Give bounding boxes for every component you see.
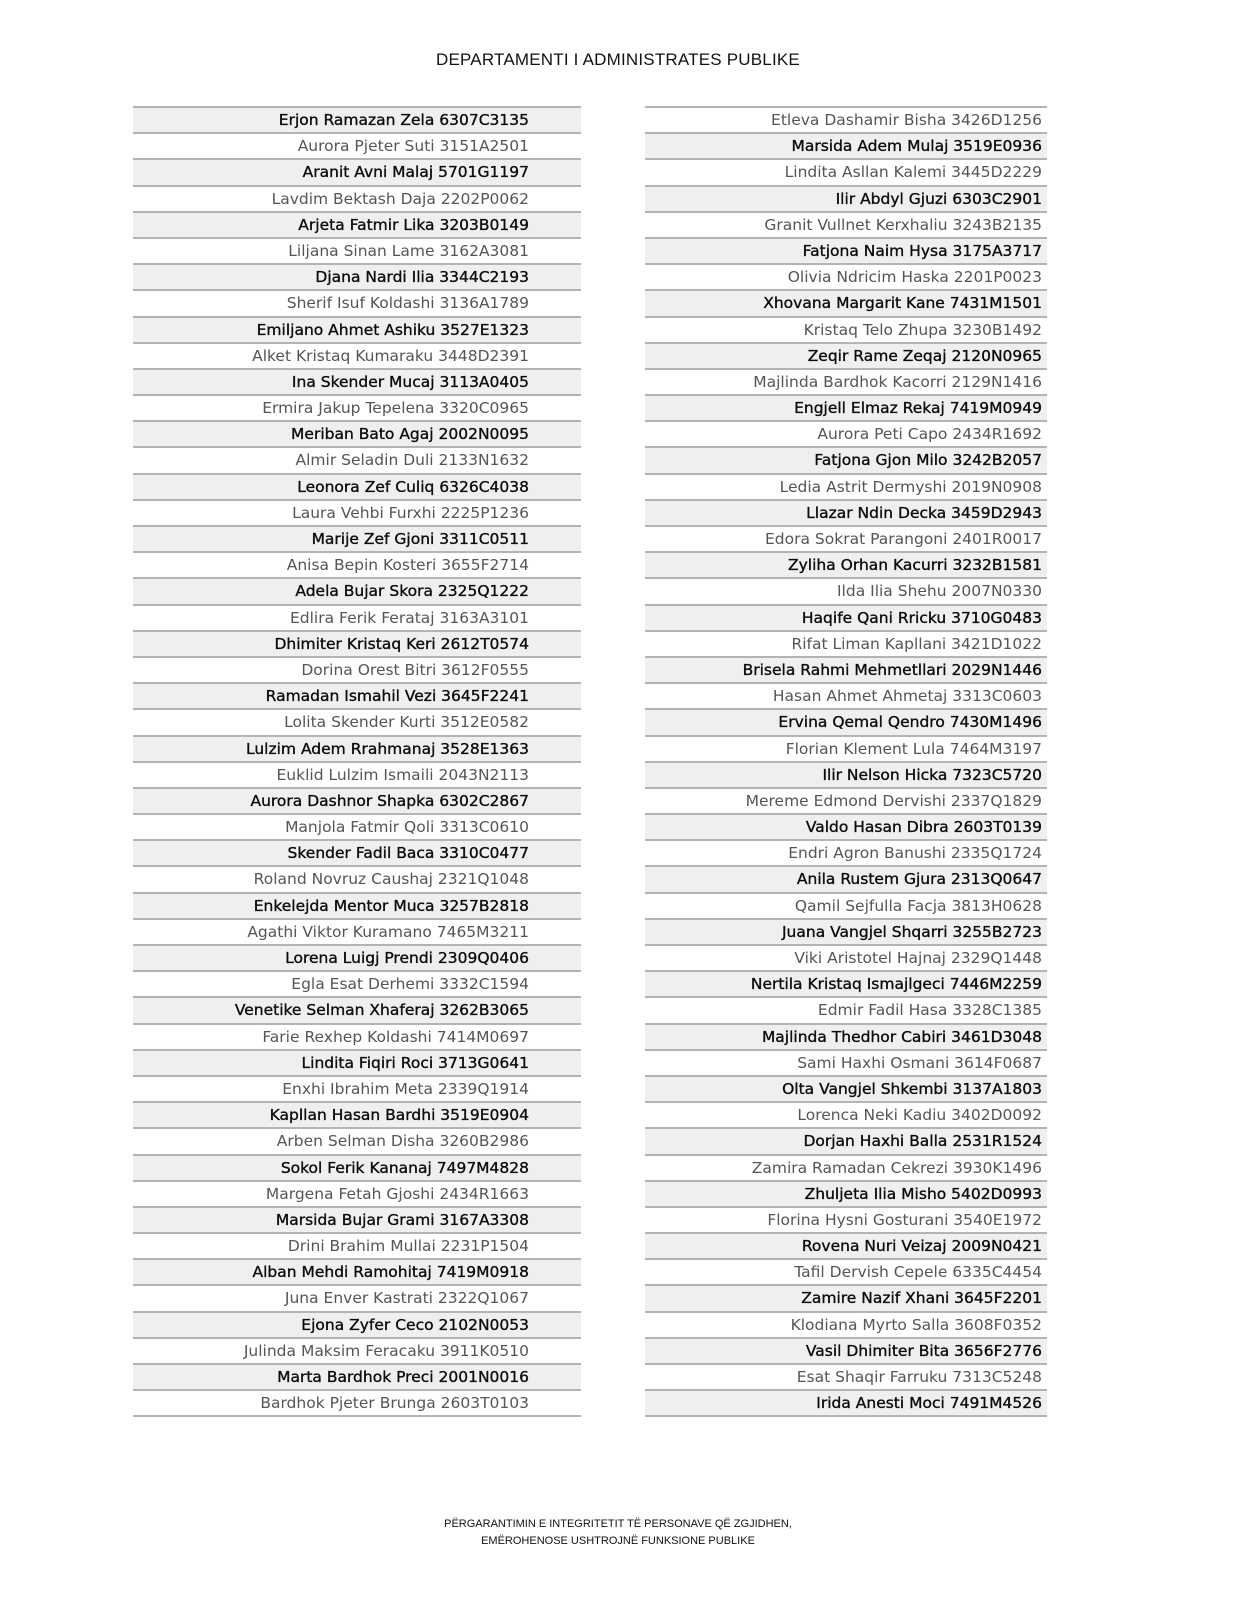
name-row: Edora Sokrat Parangoni 2401R0017 [645,525,1047,551]
name-row: Venetike Selman Xhaferaj 3262B3065 [133,996,581,1022]
name-row: Zamire Nazif Xhani 3645F2201 [645,1284,1047,1310]
page-title: DEPARTAMENTI I ADMINISTRATES PUBLIKE [436,50,800,69]
name-row: Ina Skender Mucaj 3113A0405 [133,368,581,394]
name-row: Juna Enver Kastrati 2322Q1067 [133,1284,581,1310]
name-row: Alket Kristaq Kumaraku 3448D2391 [133,342,581,368]
name-row: Sokol Ferik Kananaj 7497M4828 [133,1154,581,1180]
name-row: Liljana Sinan Lame 3162A3081 [133,237,581,263]
name-row: Engjell Elmaz Rekaj 7419M0949 [645,394,1047,420]
name-row: Enkelejda Mentor Muca 3257B2818 [133,892,581,918]
name-row: Ervina Qemal Qendro 7430M1496 [645,708,1047,734]
name-row: Dorina Orest Bitri 3612F0555 [133,656,581,682]
name-row: Granit Vullnet Kerxhaliu 3243B2135 [645,211,1047,237]
name-row: Florina Hysni Gosturani 3540E1972 [645,1206,1047,1232]
name-row: Agathi Viktor Kuramano 7465M3211 [133,918,581,944]
name-row: Irida Anesti Moci 7491M4526 [645,1389,1047,1415]
name-row: Ilda Ilia Shehu 2007N0330 [645,577,1047,603]
name-row: Leonora Zef Culiq 6326C4038 [133,473,581,499]
name-row: Zamira Ramadan Cekrezi 3930K1496 [645,1154,1047,1180]
name-row: Ramadan Ismahil Vezi 3645F2241 [133,682,581,708]
name-row: Marsida Bujar Grami 3167A3308 [133,1206,581,1232]
name-row: Majlinda Thedhor Cabiri 3461D3048 [645,1023,1047,1049]
name-row: Anisa Bepin Kosteri 3655F2714 [133,551,581,577]
name-row: Euklid Lulzim Ismaili 2043N2113 [133,761,581,787]
name-row: Klodiana Myrto Salla 3608F0352 [645,1311,1047,1337]
name-row: Ejona Zyfer Ceco 2102N0053 [133,1311,581,1337]
name-row: Anila Rustem Gjura 2313Q0647 [645,865,1047,891]
name-row: Zeqir Rame Zeqaj 2120N0965 [645,342,1047,368]
column-bottom-rule [645,1415,1047,1417]
name-row: Lindita Fiqiri Roci 3713G0641 [133,1049,581,1075]
name-row: Esat Shaqir Farruku 7313C5248 [645,1363,1047,1389]
name-row: Vasil Dhimiter Bita 3656F2776 [645,1337,1047,1363]
footer-line-1: PËRGARANTIMIN E INTEGRITETIT TË PERSONAVE QË ZGJIDHEN, [444,1518,792,1530]
name-row: Aurora Dashnor Shapka 6302C2867 [133,787,581,813]
right-name-column [645,106,1047,1417]
name-row: Sami Haxhi Osmani 3614F0687 [645,1049,1047,1075]
name-row: Valdo Hasan Dibra 2603T0139 [645,813,1047,839]
name-row: Adela Bujar Skora 2325Q1222 [133,577,581,603]
name-row: Edmir Fadil Hasa 3328C1385 [645,996,1047,1022]
name-row: Julinda Maksim Feracaku 3911K0510 [133,1337,581,1363]
name-row: Fatjona Gjon Milo 3242B2057 [645,446,1047,472]
name-row: Juana Vangjel Shqarri 3255B2723 [645,918,1047,944]
name-row: Qamil Sejfulla Facja 3813H0628 [645,892,1047,918]
name-row: Lolita Skender Kurti 3512E0582 [133,708,581,734]
name-row: Alban Mehdi Ramohitaj 7419M0918 [133,1258,581,1284]
name-row: Ermira Jakup Tepelena 3320C0965 [133,394,581,420]
name-row: Aranit Avni Malaj 5701G1197 [133,158,581,184]
name-row: Dhimiter Kristaq Keri 2612T0574 [133,630,581,656]
name-row: Olivia Ndricim Haska 2201P0023 [645,263,1047,289]
name-row: Ilir Nelson Hicka 7323C5720 [645,761,1047,787]
name-row: Tafil Dervish Cepele 6335C4454 [645,1258,1047,1284]
name-row: Olta Vangjel Shkembi 3137A1803 [645,1075,1047,1101]
name-row: Lorenca Neki Kadiu 3402D0092 [645,1101,1047,1127]
name-row: Brisela Rahmi Mehmetllari 2029N1446 [645,656,1047,682]
name-row: Viki Aristotel Hajnaj 2329Q1448 [645,944,1047,970]
name-row: Florian Klement Lula 7464M3197 [645,735,1047,761]
name-row: Djana Nardi Ilia 3344C2193 [133,263,581,289]
name-row: Arben Selman Disha 3260B2986 [133,1127,581,1153]
name-row: Nertila Kristaq Ismajlgeci 7446M2259 [645,970,1047,996]
name-row: Dorjan Haxhi Balla 2531R1524 [645,1127,1047,1153]
name-row: Bardhok Pjeter Brunga 2603T0103 [133,1389,581,1415]
column-bottom-rule [133,1415,581,1417]
name-row: Llazar Ndin Decka 3459D2943 [645,499,1047,525]
name-row: Sherif Isuf Koldashi 3136A1789 [133,289,581,315]
name-row: Rovena Nuri Veizaj 2009N0421 [645,1232,1047,1258]
name-row: Lorena Luigj Prendi 2309Q0406 [133,944,581,970]
name-row: Aurora Pjeter Suti 3151A2501 [133,132,581,158]
name-row: Ledia Astrit Dermyshi 2019N0908 [645,473,1047,499]
name-row: Emiljano Ahmet Ashiku 3527E1323 [133,316,581,342]
name-row: Kapllan Hasan Bardhi 3519E0904 [133,1101,581,1127]
name-row: Aurora Peti Capo 2434R1692 [645,420,1047,446]
name-row: Kristaq Telo Zhupa 3230B1492 [645,316,1047,342]
name-row: Edlira Ferik Ferataj 3163A3101 [133,604,581,630]
left-name-column [133,106,581,1417]
name-row: Majlinda Bardhok Kacorri 2129N1416 [645,368,1047,394]
name-row: Rifat Liman Kapllani 3421D1022 [645,630,1047,656]
name-row: Haqife Qani Rricku 3710G0483 [645,604,1047,630]
name-row: Farie Rexhep Koldashi 7414M0697 [133,1023,581,1049]
name-row: Lavdim Bektash Daja 2202P0062 [133,185,581,211]
name-row: Manjola Fatmir Qoli 3313C0610 [133,813,581,839]
name-row: Hasan Ahmet Ahmetaj 3313C0603 [645,682,1047,708]
name-row: Lindita Asllan Kalemi 3445D2229 [645,158,1047,184]
name-row: Etleva Dashamir Bisha 3426D1256 [645,106,1047,132]
name-row: Almir Seladin Duli 2133N1632 [133,446,581,472]
name-row: Marije Zef Gjoni 3311C0511 [133,525,581,551]
name-row: Zyliha Orhan Kacurri 3232B1581 [645,551,1047,577]
name-row: Fatjona Naim Hysa 3175A3717 [645,237,1047,263]
name-row: Mereme Edmond Dervishi 2337Q1829 [645,787,1047,813]
name-row: Drini Brahim Mullai 2231P1504 [133,1232,581,1258]
name-row: Marsida Adem Mulaj 3519E0936 [645,132,1047,158]
name-row: Margena Fetah Gjoshi 2434R1663 [133,1180,581,1206]
name-row: Ilir Abdyl Gjuzi 6303C2901 [645,185,1047,211]
name-row: Endri Agron Banushi 2335Q1724 [645,839,1047,865]
name-row: Meriban Bato Agaj 2002N0095 [133,420,581,446]
name-row: Arjeta Fatmir Lika 3203B0149 [133,211,581,237]
name-row: Lulzim Adem Rrahmanaj 3528E1363 [133,735,581,761]
name-row: Xhovana Margarit Kane 7431M1501 [645,289,1047,315]
footer-line-2: EMËROHENOSE USHTROJNË FUNKSIONE PUBLIKE [481,1535,755,1547]
name-row: Enxhi Ibrahim Meta 2339Q1914 [133,1075,581,1101]
name-row: Marta Bardhok Preci 2001N0016 [133,1363,581,1389]
name-row: Zhuljeta Ilia Misho 5402D0993 [645,1180,1047,1206]
name-row: Laura Vehbi Furxhi 2225P1236 [133,499,581,525]
name-row: Egla Esat Derhemi 3332C1594 [133,970,581,996]
name-row: Roland Novruz Caushaj 2321Q1048 [133,865,581,891]
page-footer [0,1516,1236,1550]
name-row: Erjon Ramazan Zela 6307C3135 [133,106,581,132]
name-row: Skender Fadil Baca 3310C0477 [133,839,581,865]
